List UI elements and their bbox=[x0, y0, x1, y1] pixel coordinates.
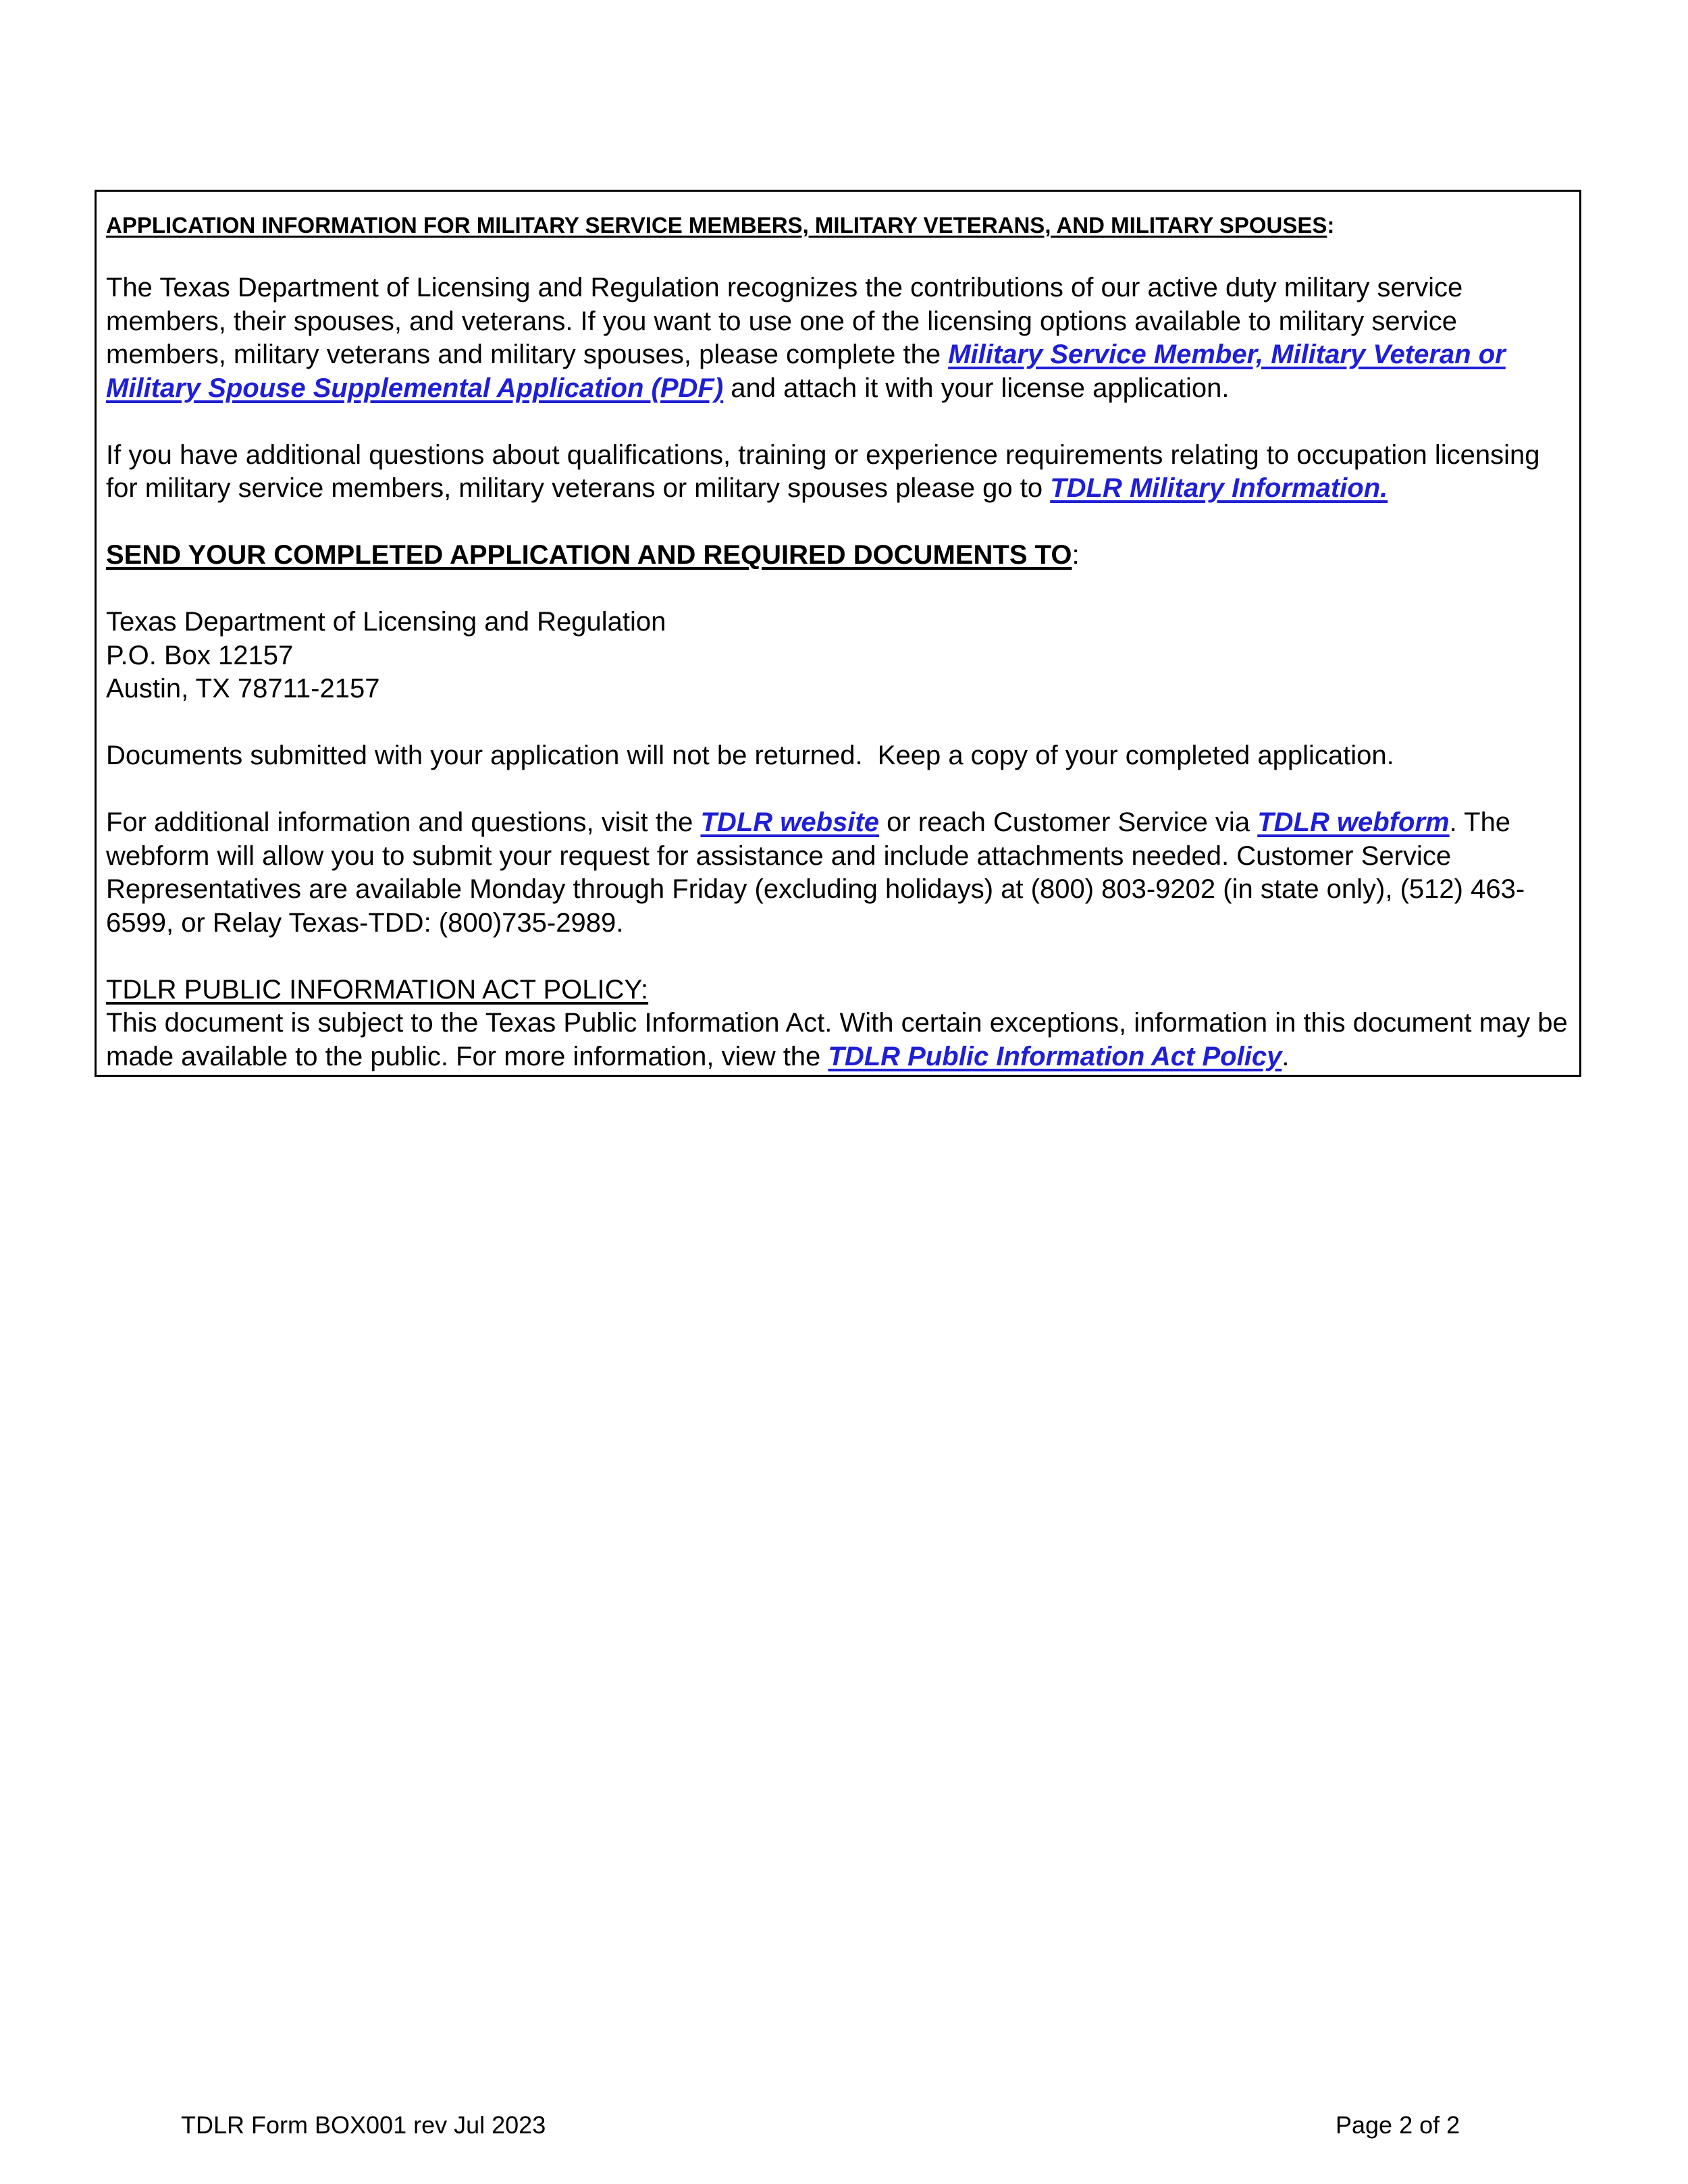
military-p2-text-a: If you have additional questions about qualifications, training or experience requirements relating to occupation licensing for military service members, military veterans or military spouses please go to bbox=[106, 440, 1540, 503]
pia-heading-text: TDLR PUBLIC INFORMATION ACT POLICY: bbox=[106, 974, 649, 1005]
application-info-box bbox=[95, 190, 1581, 1077]
address-line-3: Austin, TX 78711-2157 bbox=[106, 674, 380, 703]
address-line-1: Texas Department of Licensing and Regulation bbox=[106, 607, 666, 637]
contact-text-b: or reach Customer Service via bbox=[878, 807, 1258, 837]
send-heading-colon: : bbox=[1072, 540, 1080, 570]
military-p1-text-b: and attach it with your license application. bbox=[723, 373, 1230, 403]
pia-text-a: This document is subject to the Texas Public Information Act. With certain exceptions, information in this document may be made available to the public. For more information, view the bbox=[106, 1008, 1568, 1071]
documents-note: Documents submitted with your application will not be returned. Keep a copy of your completed application. bbox=[106, 741, 1394, 770]
contact-text-a: For additional information and questions, visit the bbox=[106, 807, 701, 837]
tdlr-public-information-act-policy-link[interactable]: TDLR Public Information Act Policy bbox=[828, 1041, 1282, 1071]
military-paragraph-2 bbox=[106, 439, 1570, 506]
mailing-address bbox=[106, 606, 1570, 706]
military-heading-text: APPLICATION INFORMATION FOR MILITARY SERVICE MEMBERS, MILITARY VETERANS, AND MILITARY SPOUSES bbox=[106, 213, 1327, 238]
military-p1-text-a: The Texas Department of Licensing and Regulation recognizes the contributions of our active duty military service members, their spouses, and veterans. If you want to use one of the licensing options available to military service members, military veterans and military spouses, please complete the bbox=[106, 273, 1463, 369]
contact-text-c: . The webform will allow you to submit your request for assistance and include attachments needed. Customer Service Representatives are available Monday through Friday (excluding holidays) at (800) 803-9202 (in state only), (512) 463-6599, or Relay Texas-TDD: (800)735-2989. bbox=[106, 807, 1525, 938]
military-section-heading bbox=[106, 205, 1570, 246]
tdlr-military-information-link[interactable]: TDLR Military Information. bbox=[1050, 473, 1388, 503]
footer-page-number: Page 2 of 2 bbox=[1336, 2111, 1460, 2139]
pia-heading bbox=[106, 974, 1570, 1007]
footer-form-id: TDLR Form BOX001 rev Jul 2023 bbox=[181, 2111, 546, 2139]
military-heading-colon: : bbox=[1327, 213, 1335, 238]
tdlr-webform-link[interactable]: TDLR webform bbox=[1257, 807, 1450, 837]
contact-paragraph bbox=[106, 806, 1570, 940]
tdlr-website-link[interactable]: TDLR website bbox=[700, 807, 879, 837]
send-heading-text: SEND YOUR COMPLETED APPLICATION AND REQUIRED DOCUMENTS TO bbox=[106, 540, 1072, 570]
military-supplemental-application-link[interactable]: Military Service Member, Military Veteran or Military Spouse Supplemental Application (PDF) bbox=[106, 340, 1506, 403]
military-paragraph-1 bbox=[106, 271, 1570, 405]
pia-paragraph bbox=[106, 1007, 1570, 1073]
send-section-heading bbox=[106, 539, 1570, 572]
address-line-2: P.O. Box 12157 bbox=[106, 640, 294, 670]
pia-text-b: . bbox=[1282, 1041, 1290, 1071]
